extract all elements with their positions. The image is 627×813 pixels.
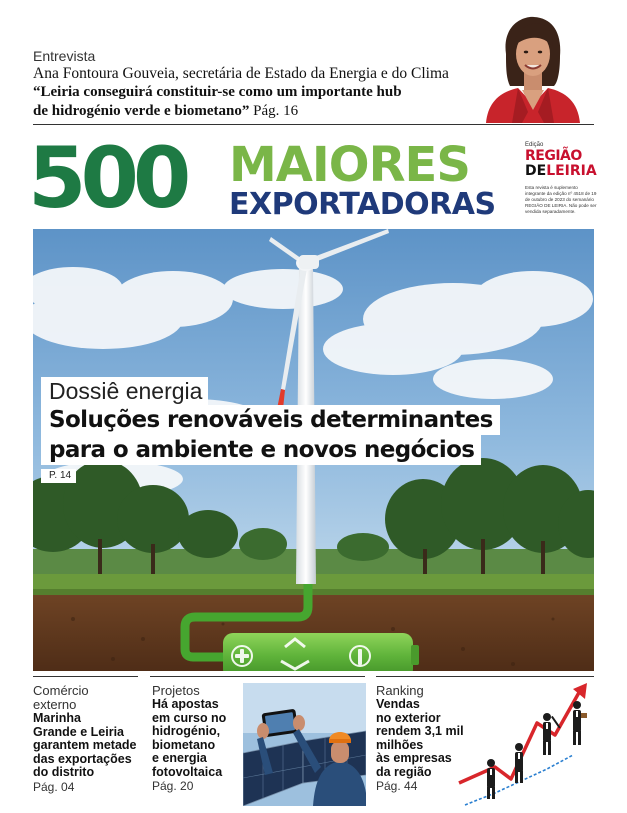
projetos-page: Pág. 20 [152,779,194,793]
dossie-page-row [41,465,500,483]
comercio-title-3: garantem metade [33,738,137,752]
section-rule-comercio [33,676,138,677]
section-projetos[interactable] [152,684,242,793]
brand-leiria: LEIRIA [546,163,597,179]
top-divider [33,124,594,125]
interview-quote-line2: de hidrogénio verde e biometano” [33,103,250,119]
ranking-page: Pág. 44 [376,779,418,793]
section-comercio-externo[interactable] [33,684,143,794]
dossie-energia-teaser[interactable] [41,377,500,483]
ranking-title-1: Vendas [376,697,420,711]
comercio-title-1: Marinha [33,711,81,725]
comercio-title-4: das exportações [33,751,132,766]
comercio-kicker-line2: externo [33,697,77,712]
ranking-title-3: rendem 3,1 mil [376,724,464,738]
brand-de: DE [525,163,547,179]
interview-teaser[interactable] [33,48,483,121]
interview-page: Pág. 16 [253,103,299,119]
projetos-title-2: em curso no [152,710,227,725]
dossie-title-line2: para o ambiente e novos negócios [41,435,481,465]
ranking-growth-illustration [455,683,595,808]
comercio-title-5: do distrito [33,765,95,779]
projetos-title-4: biometano [152,737,216,752]
dossie-kicker-row [41,377,500,405]
comercio-page: Pág. 04 [33,779,75,794]
ranking-kicker: Ranking [376,683,424,698]
ranking-title-2: no exterior [376,710,441,725]
dossie-page: P. 14 [41,469,76,483]
projetos-title-3: hidrogénio, [152,724,221,738]
projetos-photo [243,683,366,806]
ranking-title-5: às empresas [376,751,452,765]
dossie-title-line1: Soluções renováveis determinantes [41,405,500,435]
masthead-exportadoras: EXPORTADORAS [229,187,496,222]
interview-quote-line1: “Leiria conseguirá constituir-se como um importante hub [33,84,402,100]
brand-edicao: Edição [525,142,544,148]
section-rule-ranking [376,676,594,677]
projetos-title-6: fotovoltaica [152,764,223,779]
section-rule-projetos [150,676,365,677]
projetos-title-1: Há apostas [152,697,219,711]
masthead-maiores: MAIORES [229,137,470,193]
projetos-title-5: e energia [152,751,207,765]
ranking-title-4: milhões [376,737,424,752]
dossie-title-row2 [41,435,500,465]
brand-regiao: REGIÃO [525,148,582,164]
brand-de-leiria [525,164,597,179]
interview-kicker: Entrevista [33,48,96,64]
publisher-brand [525,142,597,215]
projetos-kicker: Projetos [152,683,200,698]
interviewee-portrait [478,12,584,123]
dossie-title-row1 [41,405,500,435]
interview-name: Ana Fontoura Gouveia, secretária de Estado da Energia e do Clima [33,65,449,82]
ranking-title-6: da região [376,764,432,779]
dossie-kicker: Dossiê energia [41,377,208,405]
interview-quote [33,83,483,121]
masthead-number: 500 [28,129,186,227]
comercio-title-2: Grande e Leiria [33,724,125,739]
brand-supplement-note: Esta revista é suplemento integrante da edição nº 4518 de 19 de outubro de 2023 do semanário REGIÃO DE LEIRIA. Não pode ser vendida separadamente. [525,185,597,214]
comercio-kicker-line1: Comércio [33,683,89,698]
